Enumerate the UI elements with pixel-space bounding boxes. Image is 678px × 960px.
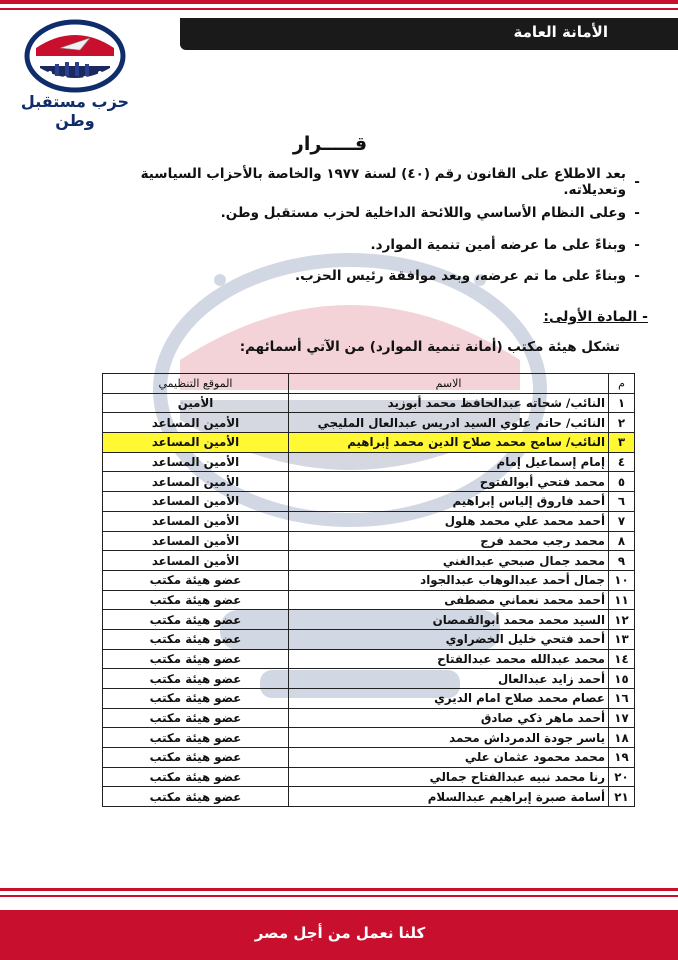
row-number: ٢١ xyxy=(609,787,635,807)
table-row xyxy=(103,787,635,807)
table-row xyxy=(103,610,635,630)
table-row xyxy=(103,433,635,453)
clause-item xyxy=(88,261,648,293)
member-name: أحمد محمد نعماني مصطفى xyxy=(289,590,609,610)
row-number: ١٥ xyxy=(609,669,635,689)
footer-bar xyxy=(0,910,678,960)
member-name: رنا محمد نبيه عبدالفتاح جمالي xyxy=(289,767,609,787)
top-red-thin-stripe xyxy=(0,8,678,10)
member-position: الأمين المساعد xyxy=(103,511,289,531)
member-position: الأمين xyxy=(103,393,289,413)
member-position: عضو هيئة مكتب xyxy=(103,708,289,728)
member-position: عضو هيئة مكتب xyxy=(103,649,289,669)
member-name: محمد فتحي أبوالفتوح xyxy=(289,472,609,492)
clause-marker: - xyxy=(634,205,640,222)
member-name: النائب/ شحاته عبدالحافظ محمد أبوزيد xyxy=(289,393,609,413)
row-number: ١٣ xyxy=(609,629,635,649)
table-row xyxy=(103,551,635,571)
member-position: عضو هيئة مكتب xyxy=(103,590,289,610)
member-name: جمال أحمد عبدالوهاب عبدالجواد xyxy=(289,570,609,590)
row-number: ٥ xyxy=(609,472,635,492)
table-row xyxy=(103,492,635,512)
member-name: محمد جمال صبحي عبدالغني xyxy=(289,551,609,571)
member-position: عضو هيئة مكتب xyxy=(103,689,289,709)
row-number: ٨ xyxy=(609,531,635,551)
row-number: ١٦ xyxy=(609,689,635,709)
member-name: أحمد زايد عبدالعال xyxy=(289,669,609,689)
row-number: ١٢ xyxy=(609,610,635,630)
table-row xyxy=(103,649,635,669)
logo-text: حزب مستقبل وطن xyxy=(20,92,130,130)
row-number: ٧ xyxy=(609,511,635,531)
row-number: ١٠ xyxy=(609,570,635,590)
table-row xyxy=(103,728,635,748)
member-position: الأمين المساعد xyxy=(103,433,289,453)
table-row xyxy=(103,629,635,649)
table-row xyxy=(103,570,635,590)
member-name: محمد محمود عثمان علي xyxy=(289,748,609,768)
party-emblem-icon xyxy=(10,18,140,94)
clause-item xyxy=(88,166,648,198)
header-num: م xyxy=(609,374,635,394)
table-row xyxy=(103,748,635,768)
row-number: ١١ xyxy=(609,590,635,610)
top-red-stripe xyxy=(0,0,678,4)
header-banner xyxy=(180,18,678,50)
table-row xyxy=(103,590,635,610)
bottom-red-thin-stripe xyxy=(0,895,678,897)
clause-text: وعلى النظام الأساسي واللائحة الداخلية لحزب مستقبل وطن. xyxy=(220,205,626,222)
table-row xyxy=(103,689,635,709)
row-number: ٢٠ xyxy=(609,767,635,787)
clause-text: بعد الاطلاع على القانون رقم (٤٠) لسنة ١٩٧٧ والخاصة بالأحزاب السياسية وتعديلاته. xyxy=(140,165,626,198)
member-name: النائب/ حاتم علوي السيد ادريس عبدالعال المليجي xyxy=(289,413,609,433)
table-row xyxy=(103,472,635,492)
article-title: - المادة الأولى: xyxy=(543,309,648,325)
table-row xyxy=(103,531,635,551)
row-number: ٢ xyxy=(609,413,635,433)
member-name: محمد رجب محمد فرج xyxy=(289,531,609,551)
table-row xyxy=(103,511,635,531)
member-position: عضو هيئة مكتب xyxy=(103,787,289,807)
party-logo xyxy=(10,18,140,130)
header-title: الأمانة العامة xyxy=(513,23,608,41)
member-position: الأمين المساعد xyxy=(103,452,289,472)
member-position: الأمين المساعد xyxy=(103,472,289,492)
member-name: أحمد محمد علي محمد هلول xyxy=(289,511,609,531)
row-number: ١٤ xyxy=(609,649,635,669)
clause-marker: - xyxy=(634,173,640,190)
row-number: ٦ xyxy=(609,492,635,512)
header-position: الموقع التنظيمي xyxy=(103,374,289,394)
row-number: ٣ xyxy=(609,433,635,453)
footer-slogan: كلنا نعمل من أجل مصر xyxy=(254,924,426,942)
member-position: عضو هيئة مكتب xyxy=(103,748,289,768)
member-position: الأمين المساعد xyxy=(103,551,289,571)
member-name: ياسر جودة الدمرداش محمد xyxy=(289,728,609,748)
bottom-red-stripe xyxy=(0,888,678,891)
member-name: محمد عبدالله محمد عبدالفتاح xyxy=(289,649,609,669)
clause-marker: - xyxy=(634,268,640,285)
member-position: الأمين المساعد xyxy=(103,492,289,512)
member-position: عضو هيئة مكتب xyxy=(103,610,289,630)
table-row xyxy=(103,452,635,472)
member-name: عصام محمد صلاح امام الديري xyxy=(289,689,609,709)
row-number: ١٧ xyxy=(609,708,635,728)
row-number: ١٩ xyxy=(609,748,635,768)
row-number: ٤ xyxy=(609,452,635,472)
member-name: إمام إسماعيل إمام xyxy=(289,452,609,472)
table-row xyxy=(103,669,635,689)
member-name: أسامة صبرة إبراهيم عبدالسلام xyxy=(289,787,609,807)
member-name: أحمد فتحي خليل الخضراوي xyxy=(289,629,609,649)
clauses-list xyxy=(88,166,648,292)
member-name: أحمد فاروق إلياس إبراهيم xyxy=(289,492,609,512)
member-name: السيد محمد محمد أبوالقمصان xyxy=(289,610,609,630)
clause-item xyxy=(88,198,648,230)
article-intro: تشكل هيئة مكتب (أمانة تنمية الموارد) من الآتي أسمائهم: xyxy=(239,339,620,355)
header-name: الاسم xyxy=(289,374,609,394)
row-number: ١٨ xyxy=(609,728,635,748)
clause-text: وبناءً على ما عرضه أمين تنمية الموارد. xyxy=(370,236,626,253)
member-name: أحمد ماهر ذكي صادق xyxy=(289,708,609,728)
table-row xyxy=(103,708,635,728)
table-row xyxy=(103,393,635,413)
member-position: عضو هيئة مكتب xyxy=(103,570,289,590)
clause-marker: - xyxy=(634,236,640,253)
row-number: ٩ xyxy=(609,551,635,571)
member-position: عضو هيئة مكتب xyxy=(103,728,289,748)
member-position: عضو هيئة مكتب xyxy=(103,767,289,787)
table-row xyxy=(103,413,635,433)
member-position: عضو هيئة مكتب xyxy=(103,669,289,689)
members-table xyxy=(102,373,635,807)
clause-item xyxy=(88,229,648,261)
row-number: ١ xyxy=(609,393,635,413)
table-header-row xyxy=(103,374,635,394)
member-position: الأمين المساعد xyxy=(103,413,289,433)
member-name: النائب/ سامح محمد صلاح الدين محمد إبراهيم xyxy=(289,433,609,453)
table-row xyxy=(103,767,635,787)
member-position: الأمين المساعد xyxy=(103,531,289,551)
member-position: عضو هيئة مكتب xyxy=(103,629,289,649)
decision-title: قـــــرار xyxy=(292,133,368,155)
clause-text: وبناءً على ما تم عرضه، وبعد موافقة رئيس الحزب. xyxy=(294,268,626,285)
